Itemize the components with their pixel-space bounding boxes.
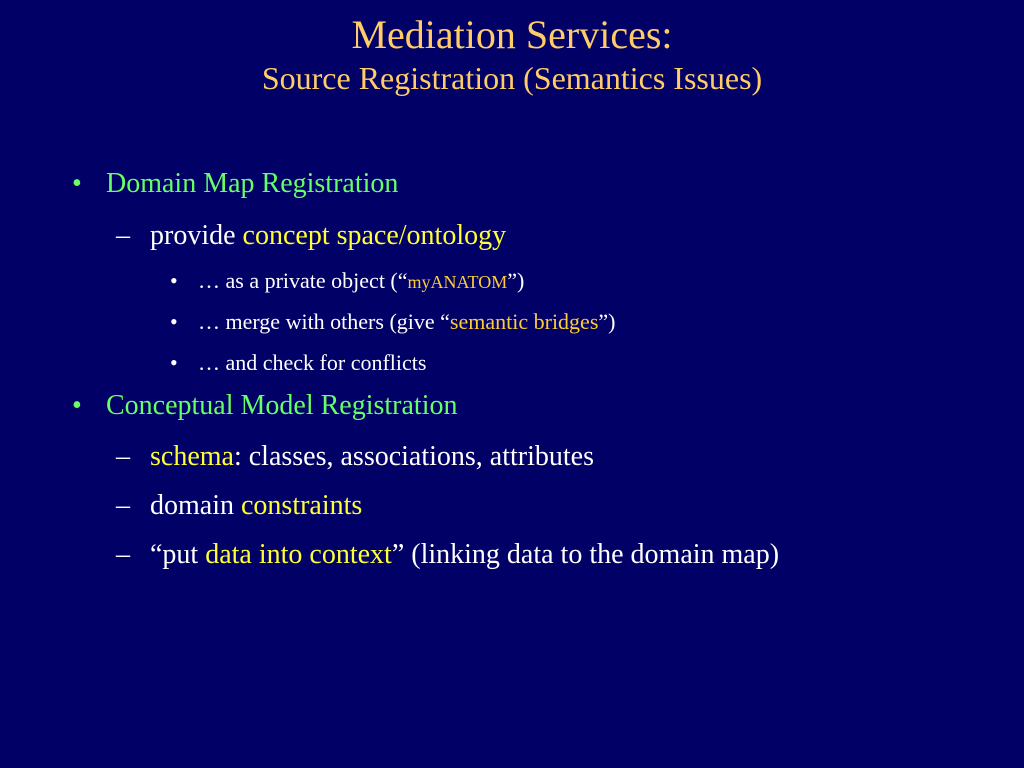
bullet-marker: • xyxy=(170,350,178,375)
text-plain-post: ”) xyxy=(598,309,616,334)
bullet-marker: • xyxy=(72,390,82,421)
text-plain: … as a private object (“ xyxy=(198,268,408,293)
dash-marker: – xyxy=(116,220,130,251)
dash-marker: – xyxy=(116,490,130,521)
bullet-text: … and check for conflicts xyxy=(198,350,427,375)
bullet-marker: • xyxy=(170,309,178,334)
title-line-1: Mediation Services: xyxy=(351,12,673,57)
text-plain: provide xyxy=(150,220,243,251)
bullet-text: Conceptual Model Registration xyxy=(106,390,458,421)
bullet-text xyxy=(198,268,524,294)
text-highlight: schema xyxy=(150,441,234,472)
bullet-text xyxy=(150,220,506,252)
bullet-marker: • xyxy=(170,268,178,293)
slide-title xyxy=(0,12,1024,97)
text-plain-post: : classes, associations, attributes xyxy=(233,441,595,472)
bullet-text: Domain Map Registration xyxy=(106,168,399,199)
title-line-2: Source Registration (Semantics Issues) xyxy=(261,60,763,96)
text-plain-post: ” (linking data to the domain map) xyxy=(391,539,780,570)
bullet-marker: • xyxy=(72,168,82,199)
text-highlight: constraints xyxy=(241,490,363,521)
bullet-text xyxy=(150,539,779,571)
bullet-text xyxy=(150,490,362,522)
bullet-text xyxy=(198,309,615,335)
text-plain: … merge with others (give “ xyxy=(198,309,450,334)
text-highlight: data into context xyxy=(205,539,392,570)
text-highlight: myANATOM xyxy=(407,272,508,292)
text-plain-post: ”) xyxy=(507,268,525,293)
dash-marker: – xyxy=(116,441,130,472)
text-highlight: concept space/ontology xyxy=(242,220,507,251)
text-plain: domain xyxy=(150,490,241,521)
text-highlight: semantic bridges xyxy=(449,309,599,334)
text-plain: “put xyxy=(150,539,206,570)
dash-marker: – xyxy=(116,539,130,570)
bullet-text xyxy=(150,441,594,473)
